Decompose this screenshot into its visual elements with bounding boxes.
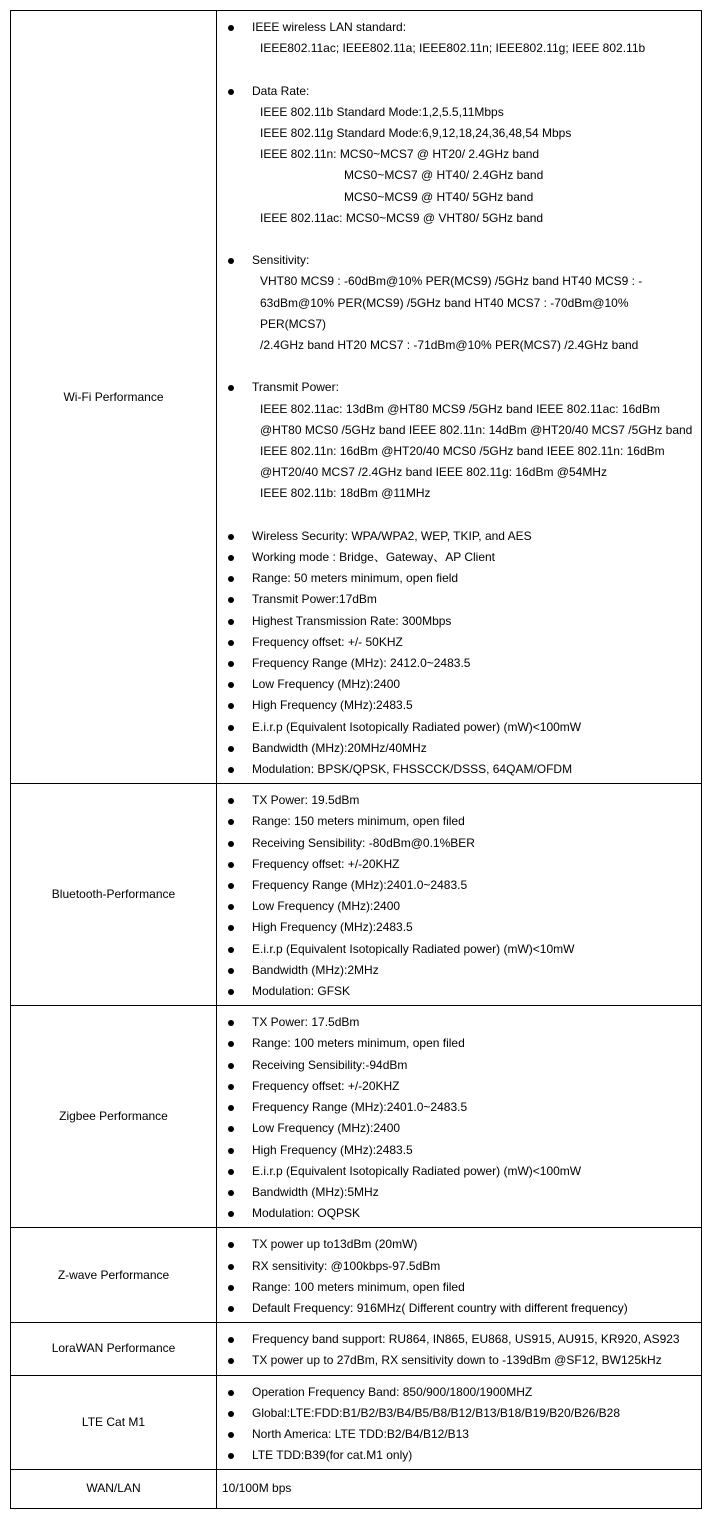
- bullet-icon: [228, 767, 234, 773]
- spec-table-body: [11, 11, 702, 1509]
- bullet-text: Modulation: OQPSK: [252, 1206, 361, 1221]
- bullet-item: [222, 1203, 693, 1224]
- bullet-item: [222, 1403, 693, 1424]
- bullet-item: [222, 674, 693, 695]
- group-detail-line: VHT80 MCS9 : -60dBm@10% PER(MCS9) /5GHz band HT40 MCS9 : -: [260, 274, 643, 289]
- bullet-icon: [228, 534, 234, 540]
- group-detail-line: IEEE 802.11b: 18dBm @11MHz: [260, 486, 431, 501]
- bullet-item: [222, 1329, 693, 1350]
- bullet-text: Receiving Sensibility:-94dBm: [252, 1057, 408, 1072]
- bullet-text: Low Frequency (MHz):2400: [252, 1121, 401, 1136]
- group-detail-line: IEEE 802.11ac: MCS0~MCS9 @ VHT80/ 5GHz band: [260, 210, 544, 225]
- bullet-text: Wireless Security: WPA/WPA2, WEP, TKIP, and AES: [252, 528, 532, 543]
- group-heading: IEEE wireless LAN standard:: [252, 20, 407, 34]
- bullet-icon: [228, 947, 234, 953]
- bullet-text: LTE TDD:B39(for cat.M1 only): [252, 1448, 413, 1463]
- bullet-item: [222, 1234, 693, 1255]
- spec-row: [11, 1470, 702, 1508]
- bullet-text: High Frequency (MHz):2483.5: [252, 1142, 413, 1157]
- spec-row: [11, 1006, 702, 1228]
- bullet-item: [222, 854, 693, 875]
- group-detail-line: @HT80 MCS0 /5GHz band IEEE 802.11n: 14dBm @HT20/40 MCS7 /5GHz band: [260, 422, 693, 437]
- bullet-item: [222, 738, 693, 759]
- bullet-icon: [228, 862, 234, 868]
- group-detail-line: IEEE 802.11b Standard Mode:1,2,5.5,11Mbps: [260, 104, 504, 119]
- bullet-icon: [228, 1390, 234, 1396]
- spec-row: [11, 1375, 702, 1470]
- bullet-item: [222, 1012, 693, 1033]
- bullet-text: Bandwidth (MHz):20MHz/40MHz: [252, 740, 427, 755]
- bullet-item: [222, 1033, 693, 1054]
- bullet-item: [222, 695, 693, 716]
- bullet-icon: [228, 576, 234, 582]
- bullet-item: [222, 653, 693, 674]
- bullet-item: [222, 939, 693, 960]
- bullet-icon: [228, 1126, 234, 1132]
- row-content: [217, 1375, 702, 1470]
- bullet-item: [222, 611, 693, 632]
- bullet-item: [222, 1382, 693, 1403]
- bullet-text: Bandwidth (MHz):5MHz: [252, 1184, 379, 1199]
- group-detail-line: IEEE 802.11n: MCS0~MCS7 @ HT20/ 2.4GHz band: [260, 147, 540, 162]
- group-heading: Data Rate:: [252, 83, 310, 98]
- bullet-text: Modulation: BPSK/QPSK, FHSSCCK/DSSS, 64QAM/OFDM: [252, 762, 573, 777]
- bullet-item: [222, 1182, 693, 1203]
- bullet-item: [222, 896, 693, 917]
- bullet-icon: [228, 1411, 234, 1417]
- bullet-text: Frequency offset: +/-20KHZ: [252, 856, 400, 871]
- bullet-text: TX Power: 17.5dBm: [252, 1015, 360, 1030]
- bullet-icon: [228, 1169, 234, 1175]
- bullet-item: [222, 1140, 693, 1161]
- bullet-item: [222, 833, 693, 854]
- group-detail-line: IEEE 802.11ac: 13dBm @HT80 MCS9 /5GHz band IEEE 802.11ac: 16dBm: [260, 401, 660, 416]
- bullet-icon: [228, 1084, 234, 1090]
- bullet-text: TX power up to 27dBm, RX sensitivity down to -139dBm @SF12, BW125kHz: [252, 1353, 662, 1368]
- bullet-text: Frequency Range (MHz):2401.0~2483.5: [252, 1100, 468, 1115]
- bullet-item: [222, 632, 693, 653]
- group-heading: Sensitivity:: [252, 253, 310, 268]
- bullet-icon: [228, 1211, 234, 1217]
- spec-row: [11, 11, 702, 784]
- bullet-icon: [228, 385, 234, 391]
- bullet-icon: [228, 725, 234, 731]
- bullet-item: [222, 1256, 693, 1277]
- bullet-item: [222, 526, 693, 547]
- row-content: [217, 1228, 702, 1323]
- bullet-item: [222, 981, 693, 1002]
- bullet-text: Bandwidth (MHz):2MHz: [252, 962, 379, 977]
- group-detail-line: @HT20/40 MCS7 /2.4GHz band IEEE 802.11g: 16dBm @54MHz: [260, 465, 607, 480]
- spec-row: [11, 1323, 702, 1375]
- bullet-text: High Frequency (MHz):2483.5: [252, 698, 413, 713]
- bullet-group: [222, 81, 693, 229]
- group-detail-line: MCS0~MCS7 @ HT40/ 2.4GHz band: [344, 168, 544, 183]
- row-content: [217, 784, 702, 1006]
- bullet-text: Frequency offset: +/-20KHZ: [252, 1078, 400, 1093]
- bullet-icon: [228, 555, 234, 561]
- bullet-icon: [228, 597, 234, 603]
- bullet-item: [222, 1445, 693, 1466]
- row-label: Zigbee Performance: [11, 1006, 217, 1228]
- bullet-text: Frequency Range (MHz):2401.0~2483.5: [252, 878, 468, 893]
- group-detail-line: IEEE802.11ac; IEEE802.11a; IEEE802.11n; IEEE802.11g; IEEE 802.11b: [260, 41, 646, 56]
- bullet-icon: [228, 1020, 234, 1026]
- bullet-text: E.i.r.p (Equivalent Isotopically Radiated power) (mW)<100mW: [252, 1163, 582, 1178]
- bullet-text: Default Frequency: 916MHz( Different country with different frequency): [252, 1300, 628, 1315]
- bullet-icon: [228, 904, 234, 910]
- bullet-item: [222, 1097, 693, 1118]
- bullet-text: Global:LTE:FDD:B1/B2/B3/B4/B5/B8/B12/B13/B18/B19/B20/B26/B28: [252, 1405, 621, 1420]
- bullet-text: E.i.r.p (Equivalent Isotopically Radiated power) (mW)<100mW: [252, 719, 582, 734]
- bullet-group: [222, 377, 693, 504]
- bullet-icon: [228, 703, 234, 709]
- row-label: WAN/LAN: [11, 1470, 217, 1508]
- bullet-icon: [228, 798, 234, 804]
- bullet-text: TX power up to13dBm (20mW): [252, 1237, 418, 1252]
- bullet-icon: [228, 1358, 234, 1364]
- bullet-item: [222, 790, 693, 811]
- bullet-group: [222, 250, 693, 356]
- spec-row: [11, 784, 702, 1006]
- bullet-list: [222, 1234, 693, 1319]
- row-content: [217, 1006, 702, 1228]
- bullet-item: [222, 875, 693, 896]
- bullet-text: Range: 50 meters minimum, open field: [252, 571, 459, 586]
- spec-table: [10, 10, 702, 1509]
- bullet-icon: [228, 1453, 234, 1459]
- row-label: Bluetooth-Performance: [11, 784, 217, 1006]
- bullet-text: Frequency band support: RU864, IN865, EU868, US915, AU915, KR920, AS923: [252, 1332, 680, 1347]
- bullet-icon: [228, 661, 234, 667]
- bullet-list: [222, 1329, 693, 1371]
- bullet-item: [222, 759, 693, 780]
- group-detail-line: IEEE 802.11n: 16dBm @HT20/40 MCS0 /5GHz band IEEE 802.11n: 16dBm: [260, 444, 665, 459]
- row-content: [217, 11, 702, 784]
- bullet-text: RX sensitivity: @100kbps-97.5dBm: [252, 1258, 441, 1273]
- bullet-group: [222, 17, 693, 59]
- bullet-item: [222, 1161, 693, 1182]
- bullet-item: [222, 717, 693, 738]
- spec-row: [11, 1228, 702, 1323]
- bullet-text: Receiving Sensibility: -80dBm@0.1%BER: [252, 835, 475, 850]
- bullet-item: [222, 811, 693, 832]
- bullet-icon: [228, 746, 234, 752]
- bullet-item: [222, 1424, 693, 1445]
- group-detail-line: MCS0~MCS9 @ HT40/ 5GHz band: [344, 189, 534, 204]
- bullet-icon: [228, 968, 234, 974]
- bullet-text: Highest Transmission Rate: 300Mbps: [252, 613, 452, 628]
- bullet-icon: [228, 89, 234, 95]
- row-label: LoraWAN Performance: [11, 1323, 217, 1375]
- bullet-item: [222, 1350, 693, 1371]
- group-heading: Transmit Power:: [252, 380, 339, 395]
- bullet-list: [222, 790, 693, 1002]
- bullet-text: Transmit Power:17dBm: [252, 592, 377, 607]
- bullet-text: Frequency Range (MHz): 2412.0~2483.5: [252, 656, 471, 671]
- bullet-text: Range: 100 meters minimum, open filed: [252, 1279, 465, 1294]
- bullet-text: High Frequency (MHz):2483.5: [252, 920, 413, 935]
- bullet-text: E.i.r.p (Equivalent Isotopically Radiated power) (mW)<10mW: [252, 941, 575, 956]
- bullet-icon: [228, 1105, 234, 1111]
- bullet-text: Low Frequency (MHz):2400: [252, 677, 401, 692]
- group-detail-line: /2.4GHz band HT20 MCS7 : -71dBm@10% PER(MCS7) /2.4GHz band: [260, 338, 639, 353]
- row-content: 10/100M bps: [217, 1470, 702, 1508]
- bullet-text: North America: LTE TDD:B2/B4/B12/B13: [252, 1426, 469, 1441]
- bullet-item: [222, 1298, 693, 1319]
- bullet-item: [222, 1118, 693, 1139]
- bullet-item: [222, 547, 693, 568]
- bullet-icon: [228, 1432, 234, 1438]
- bullet-icon: [228, 819, 234, 825]
- bullet-item: [222, 1277, 693, 1298]
- bullet-icon: [228, 1242, 234, 1248]
- bullet-icon: [228, 1148, 234, 1154]
- bullet-icon: [228, 1063, 234, 1069]
- bullet-item: [222, 1055, 693, 1076]
- bullet-icon: [228, 258, 234, 264]
- bullet-list: [222, 1012, 693, 1224]
- bullet-text: Range: 150 meters minimum, open filed: [252, 814, 465, 829]
- bullet-text: Range: 100 meters minimum, open filed: [252, 1036, 465, 1051]
- bullet-icon: [228, 1190, 234, 1196]
- bullet-icon: [228, 989, 234, 995]
- bullet-icon: [228, 1041, 234, 1047]
- bullet-list: [222, 1382, 693, 1467]
- bullet-text: Low Frequency (MHz):2400: [252, 899, 401, 914]
- bullet-item: [222, 917, 693, 938]
- bullet-icon: [228, 1264, 234, 1270]
- bullet-text: Working mode : Bridge、Gateway、AP Client: [252, 550, 495, 565]
- bullet-text: Frequency offset: +/- 50KHZ: [252, 634, 403, 649]
- bullet-icon: [228, 1285, 234, 1291]
- bullet-item: [222, 568, 693, 589]
- bullet-text: Operation Frequency Band: 850/900/1800/1900MHZ: [252, 1384, 533, 1399]
- bullet-item: [222, 960, 693, 981]
- bullet-icon: [228, 640, 234, 646]
- group-detail-line: IEEE 802.11g Standard Mode:6,9,12,18,24,36,48,54 Mbps: [260, 126, 572, 140]
- bullet-list: [222, 17, 693, 780]
- bullet-icon: [228, 883, 234, 889]
- bullet-icon: [228, 1306, 234, 1312]
- bullet-icon: [228, 841, 234, 847]
- group-detail-line: 63dBm@10% PER(MCS9) /5GHz band HT40 MCS7 : -70dBm@10% PER(MCS7): [260, 295, 629, 331]
- row-content: [217, 1323, 702, 1375]
- bullet-icon: [228, 619, 234, 625]
- bullet-icon: [228, 25, 234, 31]
- row-label: Z-wave Performance: [11, 1228, 217, 1323]
- bullet-item: [222, 1076, 693, 1097]
- bullet-item: [222, 589, 693, 610]
- bullet-icon: [228, 925, 234, 931]
- bullet-icon: [228, 1337, 234, 1343]
- row-label: Wi-Fi Performance: [11, 11, 217, 784]
- bullet-icon: [228, 682, 234, 688]
- bullet-text: Modulation: GFSK: [252, 984, 351, 999]
- bullet-text: TX Power: 19.5dBm: [252, 793, 360, 808]
- row-label: LTE Cat M1: [11, 1375, 217, 1470]
